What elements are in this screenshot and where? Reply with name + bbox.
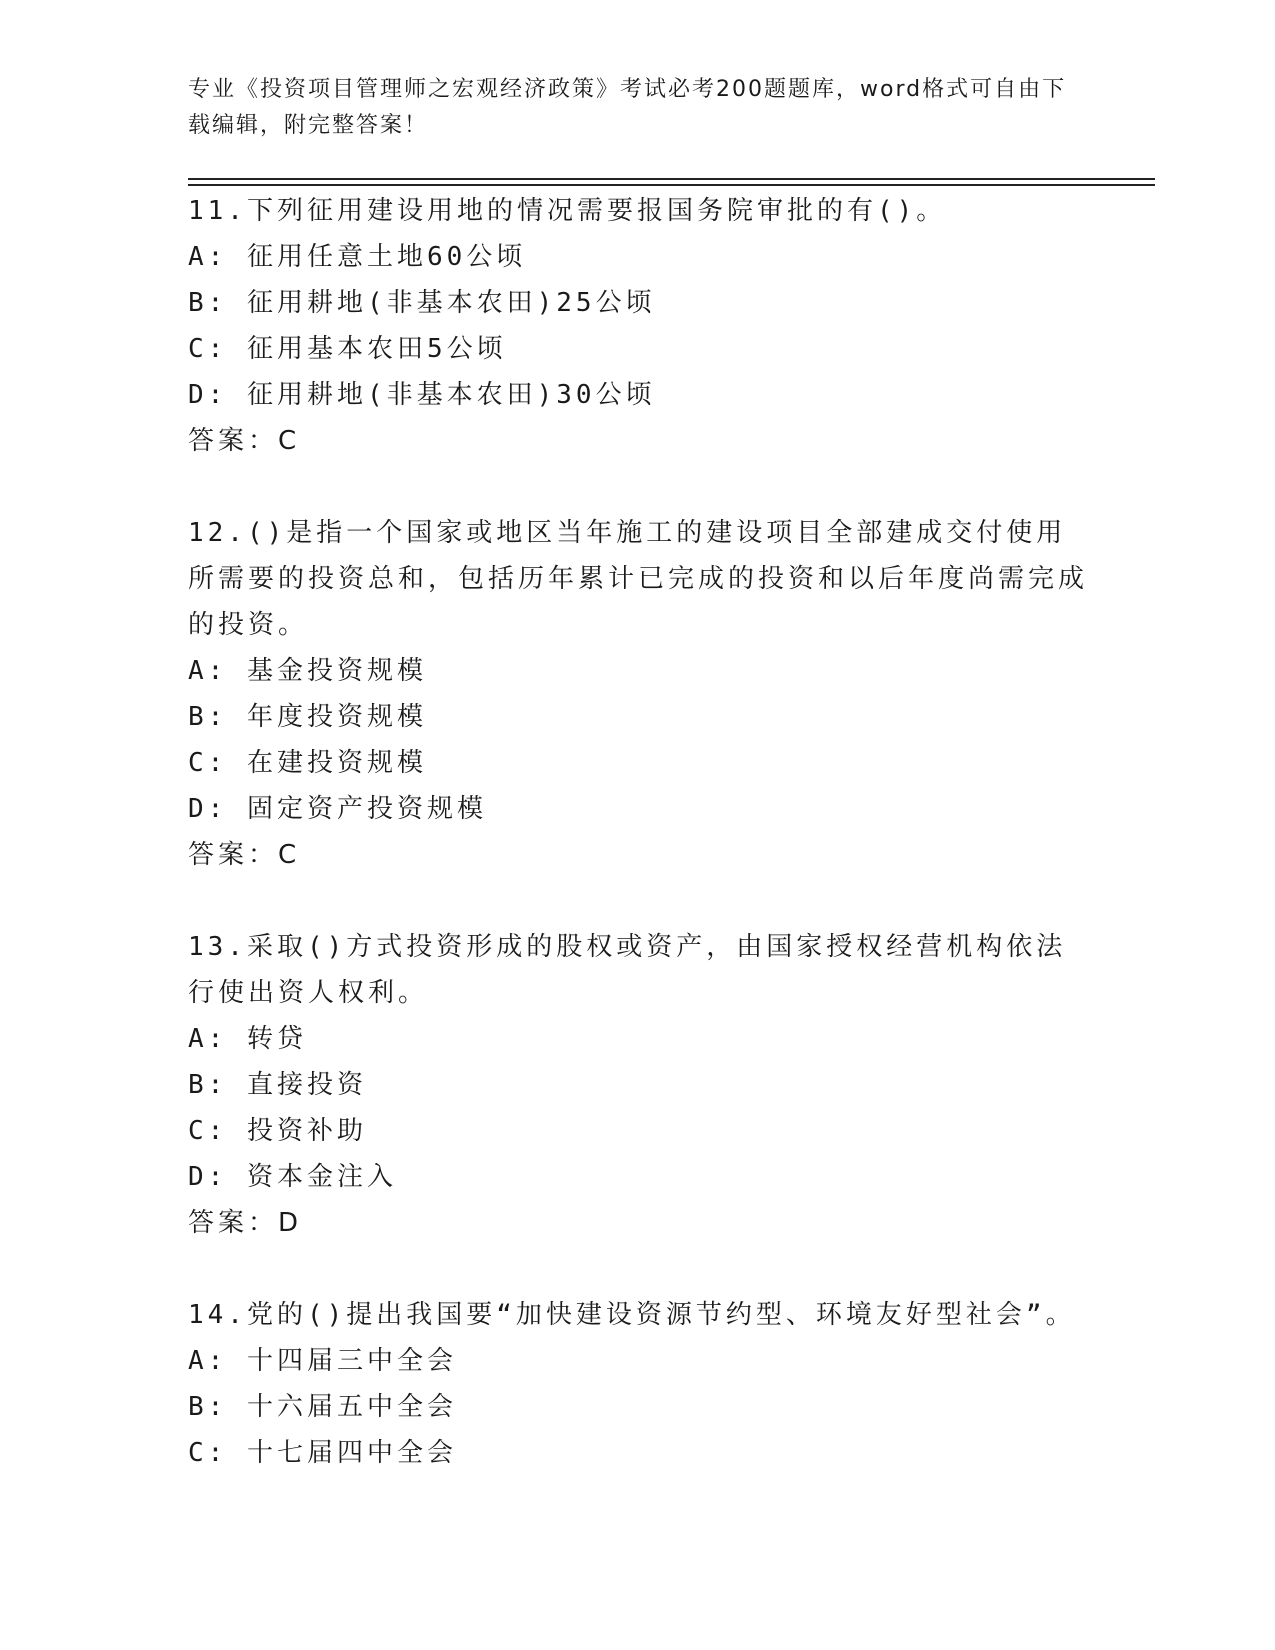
question-stem: 11.下列征用建设用地的情况需要报国务院审批的有()。 bbox=[188, 196, 947, 226]
option-c: C: 在建投资规模 bbox=[188, 748, 427, 778]
question-stem: 13.采取()方式投资形成的股权或资产，由国家授权经营机构依法行使出资人权利。 bbox=[188, 932, 1067, 1008]
question-stem: 14.党的()提出我国要“加快建设资源节约型、环境友好型社会”。 bbox=[188, 1300, 1076, 1330]
question-12 bbox=[188, 510, 1088, 878]
question-13 bbox=[188, 924, 1088, 1246]
answer-line: 答案：C bbox=[188, 426, 301, 456]
question-list bbox=[188, 188, 1088, 1476]
header-divider-bottom bbox=[188, 184, 1155, 186]
document-header: 专业《投资项目管理师之宏观经济政策》考试必考200题题库，word格式可自由下载编辑，附完整答案！ bbox=[188, 77, 1067, 138]
option-a: A: 十四届三中全会 bbox=[188, 1346, 457, 1376]
answer-line: 答案：C bbox=[188, 840, 301, 870]
option-b: B: 直接投资 bbox=[188, 1070, 367, 1100]
header-divider-top bbox=[188, 178, 1155, 180]
question-14 bbox=[188, 1292, 1088, 1476]
answer-line: 答案：D bbox=[188, 1208, 303, 1238]
option-a: A: 征用任意土地60公顷 bbox=[188, 242, 527, 272]
option-a: A: 转贷 bbox=[188, 1024, 307, 1054]
question-11 bbox=[188, 188, 1088, 464]
option-c: C: 投资补助 bbox=[188, 1116, 367, 1146]
question-stem: 12.()是指一个国家或地区当年施工的建设项目全部建成交付使用所需要的投资总和，包括历年累计已完成的投资和以后年度尚需完成的投资。 bbox=[188, 518, 1089, 640]
option-d: D: 征用耕地(非基本农田)30公顷 bbox=[188, 380, 656, 410]
option-a: A: 基金投资规模 bbox=[188, 656, 427, 686]
option-c: C: 征用基本农田5公顷 bbox=[188, 334, 507, 364]
option-c: C: 十七届四中全会 bbox=[188, 1438, 457, 1468]
option-b: B: 征用耕地(非基本农田)25公顷 bbox=[188, 288, 656, 318]
option-b: B: 十六届五中全会 bbox=[188, 1392, 457, 1422]
option-d: D: 固定资产投资规模 bbox=[188, 794, 487, 824]
option-d: D: 资本金注入 bbox=[188, 1162, 397, 1192]
option-b: B: 年度投资规模 bbox=[188, 702, 427, 732]
